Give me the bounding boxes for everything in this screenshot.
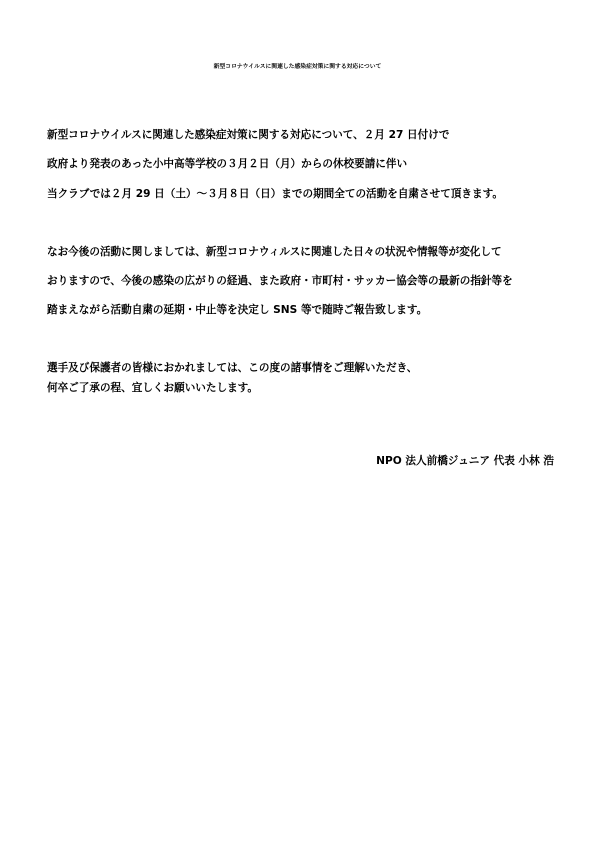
paragraph-3-line-2: 何卒ご了承の程、宜しくお願いいたします。 [47, 382, 259, 394]
paragraph-1-line-3: 当クラブでは２月 29 日（土）～３月８日（日）までの期間全ての活動を自粛させて頂きます。 [47, 188, 503, 200]
paragraph-1-line-2: 政府より発表のあった小中高等学校の３月２日（月）からの休校要請に伴い [47, 158, 408, 170]
paragraph-3-line-1: 選手及び保護者の皆様におかれましては、この度の諸事情をご理解いただき、 [47, 362, 418, 374]
paragraph-2-line-1: なお今後の活動に関しましては、新型コロナウィルスに関連した日々の状況や情報等が変化して [47, 246, 502, 258]
paragraph-2-line-2: おりますので、今後の感染の広がりの経過、また政府・市町村・サッカー協会等の最新の指針等を [47, 275, 513, 287]
paragraph-2-line-3: 踏まえながら活動自粛の延期・中止等を決定し SNS 等で随時ご報告致します。 [47, 304, 428, 316]
signature: NPO 法人前橋ジュニア 代表 小林 浩 [376, 455, 554, 467]
paragraph-1-line-1: 新型コロナウイルスに関連した感染症対策に関する対応について、２月 27 日付けで [47, 129, 450, 141]
document-title: 新型コロナウイルスに関連した感染症対策に関する対応について [213, 64, 382, 70]
